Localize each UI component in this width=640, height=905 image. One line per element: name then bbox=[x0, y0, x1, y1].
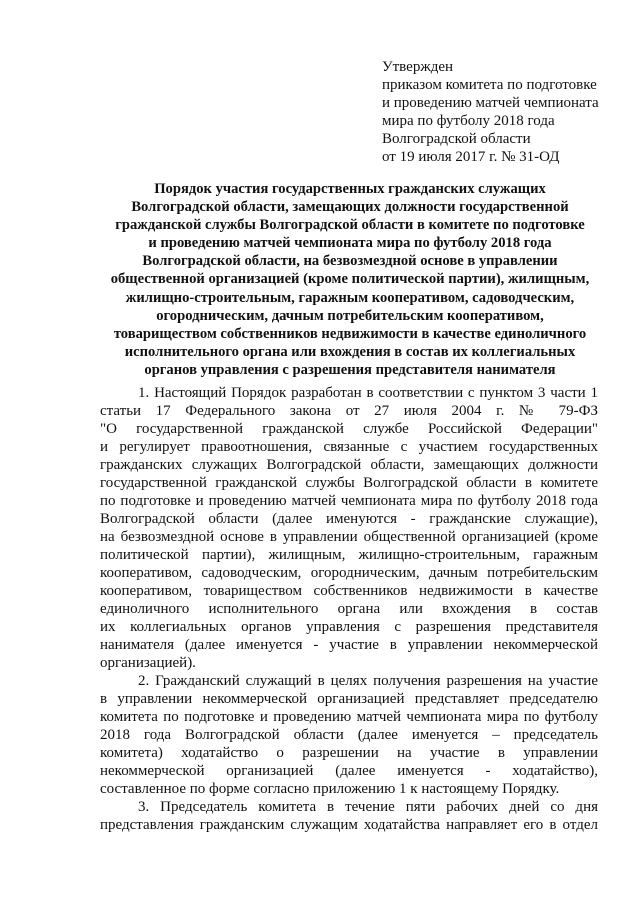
title-line: и проведению матчей чемпионата мира по футболу 2018 года bbox=[148, 235, 552, 252]
body-line: их коллегиальных органов управления с разрешения представителя bbox=[100, 619, 598, 635]
body-line: представления гражданским служащим ходатайства направляет его в отдел bbox=[100, 817, 598, 833]
paragraph-3 bbox=[100, 798, 598, 834]
body-line: 2. Гражданский служащий в целях получения разрешения на участие bbox=[138, 673, 598, 689]
body-line: нанимателя (далее именуется - участие в управлении некоммерческой bbox=[100, 637, 598, 653]
body-line: гражданских служащих Волгоградской области, замещающих должности bbox=[100, 457, 598, 473]
approval-line: приказом комитета по подготовке bbox=[382, 77, 597, 93]
body-line: на безвозмездной основе в управлении общественной организацией (кроме bbox=[100, 529, 598, 545]
title-line: органов управления с разрешения представителя нанимателя bbox=[144, 361, 556, 378]
body-line: государственной гражданской службы Волгоградской области в комитете bbox=[100, 475, 598, 491]
body-line: статьи 17 Федерального закона от 27 июля 2004 г. № 79-ФЗ bbox=[100, 403, 598, 419]
title-line: Волгоградской области, на безвозмездной основе в управлении bbox=[142, 253, 558, 270]
document-title bbox=[100, 180, 600, 379]
title-line: Порядок участия государственных гражданских служащих bbox=[154, 181, 546, 197]
approval-line: от 19 июля 2017 г. № 31-ОД bbox=[382, 149, 560, 165]
body-line: некоммерческой организацией (далее именуется - ходатайство), bbox=[100, 763, 598, 779]
title-line: исполнительного органа или вхождения в состав их коллегиальных bbox=[124, 343, 576, 360]
body-line: комитета) ходатайство о разрешении на участие в управлении bbox=[100, 745, 598, 761]
body-line: единоличного исполнительного органа или вхождения в состав bbox=[100, 601, 598, 617]
title-line: гражданской службы Волгоградской области в комитете по подготовке bbox=[115, 217, 585, 234]
body-line: "О государственной гражданской службе Российской Федерации" bbox=[100, 421, 598, 437]
body-line: и регулирует правоотношения, связанные с участием государственных bbox=[100, 439, 598, 455]
body-line: 3. Председатель комитета в течение пяти рабочих дней со дня bbox=[138, 799, 598, 815]
body-line: политической партии), жилищным, жилищно-строительным, гаражным bbox=[100, 547, 598, 563]
body-line: 2018 года Волгоградской области (далее именуется – председатель bbox=[100, 727, 598, 743]
body-line: 1. Настоящий Порядок разработан в соответствии с пунктом 3 части 1 bbox=[138, 385, 598, 401]
approval-stamp bbox=[382, 58, 622, 166]
approval-line: мира по футболу 2018 года bbox=[382, 113, 555, 129]
body-line: в управлении некоммерческой организацией представляет председателю bbox=[100, 691, 598, 707]
paragraph-1 bbox=[100, 384, 598, 672]
title-line: товариществом собственников недвижимости в качестве единоличного bbox=[113, 325, 587, 342]
title-line: жилищно-строительным, гаражным кооперативом, садоводческим, bbox=[125, 289, 575, 306]
title-line: общественной организацией (кроме политической партии), жилищным, bbox=[110, 271, 590, 288]
body-line: кооперативом, садоводческим, огородническим, дачным потребительским bbox=[100, 565, 598, 581]
body-line: комитета по подготовке и проведению матчей чемпионата мира по футболу bbox=[100, 709, 598, 725]
body-line: организацией). bbox=[100, 655, 196, 671]
body-line: Волгоградской области (далее именуются - гражданские служащие), bbox=[100, 511, 598, 527]
paragraph-2 bbox=[100, 672, 598, 798]
approval-line: Волгоградской области bbox=[382, 131, 531, 147]
title-line: огородническим, дачным потребительским кооперативом, bbox=[156, 307, 544, 324]
title-line: Волгоградской области, замещающих должности государственной bbox=[131, 199, 569, 216]
approval-line: и проведению матчей чемпионата bbox=[382, 95, 599, 111]
approval-line: Утвержден bbox=[382, 59, 454, 75]
body-line: по подготовке и проведению матчей чемпионата мира по футболу 2018 года bbox=[100, 493, 598, 509]
body-line: кооперативом, товариществом собственников недвижимости в качестве bbox=[100, 583, 598, 599]
body-line: составленное по форме согласно приложению 1 к настоящему Порядку. bbox=[100, 781, 560, 797]
document-body bbox=[100, 384, 598, 834]
